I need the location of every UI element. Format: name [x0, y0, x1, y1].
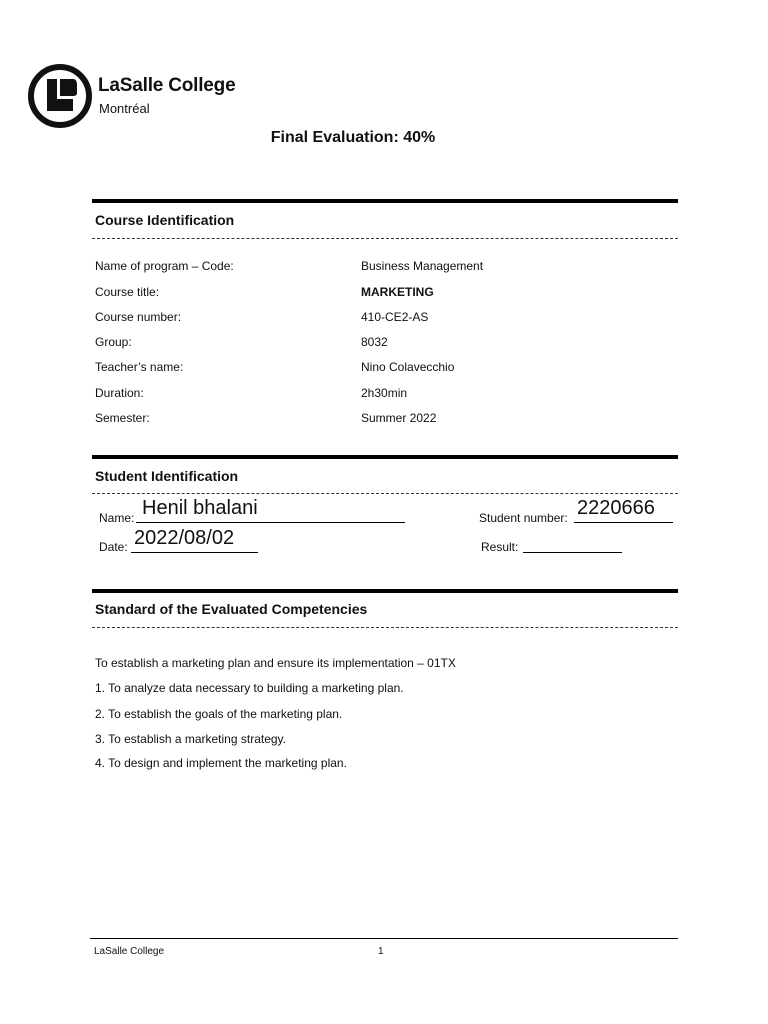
logo-name: LaSalle College: [98, 75, 236, 96]
section-divider: [92, 199, 678, 203]
duration-label: Duration:: [95, 386, 144, 400]
student-number-value: 2220666: [577, 497, 655, 519]
competency-item: 4. To design and implement the marketing plan.: [95, 756, 347, 770]
result-label: Result:: [481, 540, 519, 554]
competencies-heading: Standard of the Evaluated Competencies: [95, 601, 368, 617]
course-number-value: 410-CE2-AS: [361, 310, 429, 324]
group-label: Group:: [95, 335, 132, 349]
result-field[interactable]: [523, 552, 622, 553]
teacher-value: Nino Colavecchio: [361, 360, 455, 374]
dashed-divider: [92, 493, 678, 494]
footer-divider: [90, 938, 678, 939]
competency-item: 1. To analyze data necessary to building a marketing plan.: [95, 681, 404, 695]
competency-item: 3. To establish a marketing strategy.: [95, 732, 286, 746]
teacher-label: Teacher’s name:: [95, 360, 184, 374]
course-identification-heading: Course Identification: [95, 212, 235, 228]
student-number-label: Student number:: [479, 511, 568, 525]
dashed-divider: [92, 238, 678, 239]
program-value: Business Management: [361, 259, 484, 273]
duration-value: 2h30min: [361, 386, 408, 400]
college-logo: [27, 63, 257, 129]
course-number-label: Course number:: [95, 310, 182, 324]
name-field[interactable]: [136, 522, 405, 523]
section-divider: [92, 455, 678, 459]
date-value: 2022/08/02: [134, 527, 235, 549]
group-value: 8032: [361, 335, 388, 349]
date-label: Date:: [99, 540, 128, 554]
evaluation-title: Final Evaluation: 40%: [270, 129, 436, 146]
dashed-divider: [92, 627, 678, 628]
logo-city: Montréal: [99, 101, 150, 116]
date-field[interactable]: [131, 552, 258, 553]
name-value: Henil bhalani: [142, 497, 258, 519]
section-divider: [92, 589, 678, 593]
semester-value: Summer 2022: [361, 411, 437, 425]
competency-item: 2. To establish the goals of the marketing plan.: [95, 707, 343, 721]
student-identification-heading: Student Identification: [95, 468, 239, 484]
student-number-field[interactable]: [574, 522, 673, 523]
page-number: 1: [378, 946, 384, 957]
footer-college-name: LaSalle College: [94, 946, 165, 957]
semester-label: Semester:: [95, 411, 150, 425]
course-title-label: Course title:: [95, 285, 160, 299]
competency-item: To establish a marketing plan and ensure its implementation – 01TX: [95, 656, 456, 670]
course-title-value: MARKETING: [361, 285, 434, 299]
lasalle-emblem-icon: [27, 63, 93, 129]
program-label: Name of program – Code:: [95, 259, 234, 273]
name-label: Name:: [99, 511, 135, 525]
